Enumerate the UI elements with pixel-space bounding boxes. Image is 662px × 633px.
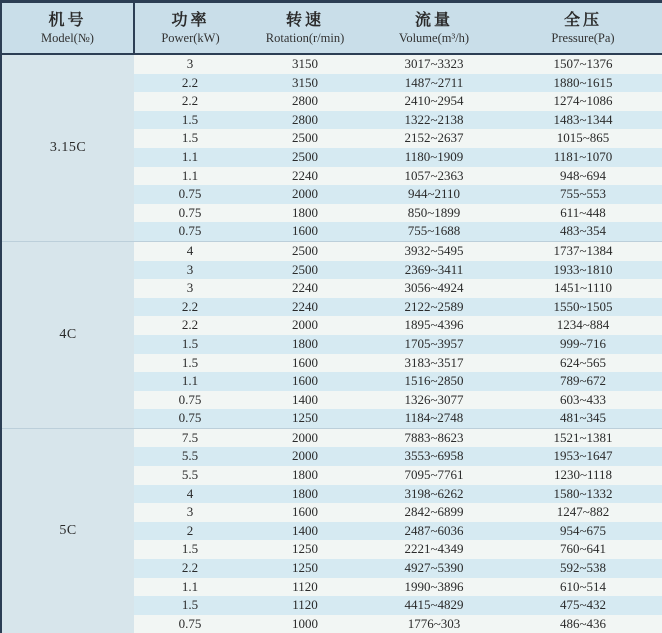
column-header-volume (364, 2, 504, 55)
rotation-cell: 1120 (292, 597, 318, 613)
power-cell: 5.5 (181, 448, 199, 464)
volume-cell: 1990~3896 (404, 578, 464, 594)
table-row (1, 54, 662, 74)
power-cell: 4 (186, 485, 194, 501)
rotation-cell: 2500 (292, 130, 318, 146)
pressure-cell: 481~345 (559, 410, 607, 426)
volume-cell: 1516~2850 (404, 373, 464, 389)
rotation-cell: 1400 (292, 522, 318, 538)
pressure-cell: 1234~884 (556, 317, 610, 333)
volume-cell: 2410~2954 (404, 93, 464, 109)
rotation-cell: 2240 (292, 298, 318, 314)
power-cell: 2.2 (181, 560, 199, 576)
pressure-cell: 611~448 (560, 204, 606, 220)
power-cell: 1.5 (181, 335, 199, 351)
rotation-cell: 1000 (292, 615, 318, 631)
power-cell: 1.5 (181, 354, 199, 370)
power-cell: 0.75 (178, 615, 202, 631)
pressure-cell: 1737~1384 (504, 241, 662, 260)
rotation-cell: 2500 (246, 241, 364, 260)
volume-cell: 3932~5495 (364, 241, 504, 260)
rotation-cell: 2240 (292, 280, 318, 296)
table-row (1, 241, 662, 260)
model-cell: 4C (1, 241, 134, 428)
rotation-cell: 1600 (292, 223, 318, 239)
volume-cell: 1487~2711 (404, 74, 464, 90)
table-body (1, 54, 662, 633)
pressure-cell: 610~514 (559, 578, 607, 594)
pressure-cell: 1507~1376 (553, 56, 613, 71)
pressure-cell: 603~433 (559, 391, 607, 407)
volume-cell: 7883~8623 (364, 428, 504, 447)
volume-cell: 1895~4396 (404, 317, 464, 333)
power-cell: 1.1 (181, 167, 199, 183)
rotation-cell: 1800 (292, 204, 318, 220)
rotation-cell: 1250 (292, 541, 318, 557)
pressure-cell: 1580~1332 (553, 485, 613, 501)
pressure-cell: 475~432 (559, 597, 607, 613)
rotation-cell: 2000 (292, 448, 318, 464)
column-header-pressure-en: Pressure(Pa) (551, 30, 615, 45)
pressure-cell: 483~354 (559, 223, 607, 239)
power-cell: 2.2 (181, 93, 199, 109)
rotation-cell: 3150 (292, 74, 318, 90)
rotation-cell: 2240 (292, 167, 318, 183)
volume-cell: 1705~3957 (404, 335, 464, 351)
volume-cell: 1322~2138 (404, 111, 464, 127)
power-cell: 0.75 (178, 223, 202, 239)
pressure-cell: 592~538 (559, 560, 607, 576)
volume-cell: 3553~6958 (404, 448, 464, 464)
rotation-cell: 1120 (292, 578, 318, 594)
pressure-cell: 755~553 (559, 186, 607, 202)
power-cell: 3 (186, 56, 194, 71)
power-cell: 0.75 (178, 391, 202, 407)
volume-cell: 944~2110 (407, 186, 461, 202)
volume-cell: 1180~1909 (404, 148, 464, 164)
power-cell: 1.5 (181, 541, 199, 557)
column-header-model-zh: 机号 (48, 11, 87, 29)
volume-cell: 3017~3323 (404, 56, 464, 71)
table-header-row (1, 2, 662, 55)
table-row (1, 428, 662, 447)
rotation-cell: 3150 (292, 56, 318, 71)
pressure-cell: 760~641 (559, 541, 607, 557)
column-header-volume-en: Volume(m³/h) (398, 30, 470, 45)
pressure-cell: 1230~1118 (553, 467, 613, 483)
volume-cell: 7095~7761 (404, 467, 464, 483)
pressure-cell: 1483~1344 (553, 111, 613, 127)
pressure-cell: 1953~1647 (553, 448, 613, 464)
volume-cell: 4415~4829 (404, 597, 464, 613)
pressure-cell: 1933~1810 (553, 261, 613, 277)
pressure-cell: 1274~1086 (553, 93, 613, 109)
pressure-cell: 1181~1070 (553, 148, 613, 164)
power-cell: 3 (186, 280, 194, 296)
rotation-cell: 1250 (292, 410, 318, 426)
pressure-cell: 1247~882 (556, 504, 610, 520)
rotation-cell: 1400 (292, 391, 318, 407)
pressure-cell: 1015~865 (556, 130, 610, 146)
column-header-model-en: Model(№) (41, 30, 94, 45)
power-cell: 1.5 (181, 130, 199, 146)
volume-cell: 2842~6899 (404, 504, 464, 520)
power-cell: 5.5 (181, 467, 199, 483)
column-header-rotation-en: Rotation(r/min) (265, 30, 345, 45)
column-header-rotation (246, 2, 364, 55)
power-cell: 2.2 (181, 74, 199, 90)
pressure-cell: 486~436 (559, 615, 607, 631)
column-header-pressure (504, 2, 662, 55)
volume-cell: 2152~2637 (404, 130, 464, 146)
column-header-pressure-zh: 全压 (563, 11, 602, 29)
power-cell: 1.5 (181, 111, 199, 127)
rotation-cell: 1600 (292, 354, 318, 370)
power-cell: 1.5 (181, 597, 199, 613)
rotation-cell: 2000 (246, 428, 364, 447)
rotation-cell: 1600 (292, 373, 318, 389)
pressure-cell: 1521~1381 (504, 428, 662, 447)
rotation-cell: 2000 (292, 317, 318, 333)
pressure-cell: 789~672 (559, 373, 607, 389)
pressure-cell: 1880~1615 (553, 74, 613, 90)
pressure-cell: 1550~1505 (553, 298, 613, 314)
power-cell: 1.1 (181, 148, 199, 164)
rotation-cell: 2000 (292, 186, 318, 202)
volume-cell: 3183~3517 (404, 354, 464, 370)
rotation-cell: 1600 (292, 504, 318, 520)
volume-cell: 2487~6036 (404, 522, 464, 538)
model-cell: 5C (1, 428, 134, 633)
pressure-cell: 1451~1110 (553, 280, 613, 296)
power-cell: 0.75 (178, 186, 202, 202)
volume-cell: 1776~303 (407, 615, 461, 631)
volume-cell: 2369~3411 (404, 261, 464, 277)
power-cell: 2.2 (181, 317, 199, 333)
power-cell: 1.1 (181, 373, 199, 389)
rotation-cell: 1250 (292, 560, 318, 576)
volume-cell: 2221~4349 (404, 541, 464, 557)
rotation-cell: 1800 (292, 335, 318, 351)
power-cell: 4 (134, 241, 246, 260)
rotation-cell: 1800 (292, 485, 318, 501)
pressure-cell: 624~565 (559, 354, 607, 370)
volume-cell: 1326~3077 (404, 391, 464, 407)
column-header-rotation-zh: 转速 (285, 11, 324, 29)
volume-cell: 1184~2748 (404, 410, 464, 426)
column-header-model (1, 2, 134, 55)
volume-cell: 2122~2589 (404, 298, 464, 314)
power-cell: 0.75 (178, 410, 202, 426)
rotation-cell: 2500 (292, 261, 318, 277)
volume-cell: 1057~2363 (404, 167, 464, 183)
volume-cell: 755~1688 (407, 223, 461, 239)
volume-cell: 4927~5390 (404, 560, 464, 576)
column-header-power-en: Power(kW) (161, 30, 220, 45)
power-cell: 2 (186, 522, 194, 538)
power-cell: 7.5 (134, 428, 246, 447)
power-cell: 2.2 (181, 298, 199, 314)
rotation-cell: 2800 (292, 111, 318, 127)
volume-cell: 850~1899 (407, 204, 461, 220)
model-cell: 3.15C (1, 54, 134, 241)
column-header-power-zh: 功率 (171, 11, 210, 29)
power-cell: 3 (186, 261, 194, 277)
pressure-cell: 948~694 (559, 167, 607, 183)
column-header-power (134, 2, 246, 55)
rotation-cell: 2500 (292, 148, 318, 164)
rotation-cell: 2800 (292, 93, 318, 109)
power-cell: 0.75 (178, 204, 202, 220)
pressure-cell: 954~675 (559, 522, 607, 538)
power-cell: 1.1 (181, 578, 199, 594)
rotation-cell: 1800 (292, 467, 318, 483)
column-header-volume-zh: 流量 (414, 11, 453, 29)
power-cell: 3 (186, 504, 194, 520)
pressure-cell: 999~716 (559, 335, 607, 351)
volume-cell: 3198~6262 (404, 485, 464, 501)
volume-cell: 3056~4924 (404, 280, 464, 296)
